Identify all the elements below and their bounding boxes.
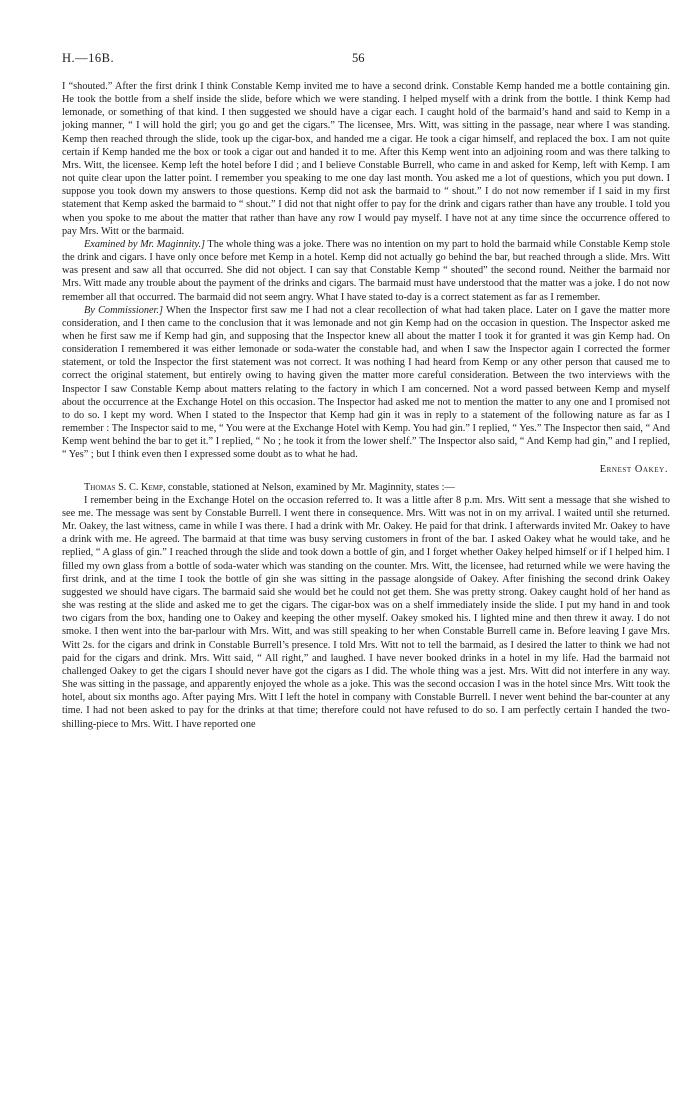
paragraph-oakey-testimony: I “shouted.” After the first drink I think Constable Kemp invited me to have a second drink. Constable Kemp handed me a bottle containing gin. He took the bottle from a shelf inside the slide, before which we were standing. I helped myself with a drink from the bottle. I think Kemp had lemonade, or something of that kind. I then suggested we should have a cigar each. I caught hold of the barmaid’s hand and said to Kemp in a joking manner, “ I will hold the girl; you go and get the cigars.” The licensee, Mrs. Witt, was sitting in the passage, near where I was standing. Kemp then reached through the slide, took up the cigar-box, and handed me a cigar. He took a cigar himself, and replaced the box. I am not quite certain if Kemp handed me the box or took a cigar out and handed it to me. After this Kemp went into an adjoining room and was there talking to Mrs. Witt, the licensee. Kemp left the hotel before I did ; and I believe Constable Burrell, who came in and asked for Kemp, left with Kemp. I am not quite clear upon the latter point. I remember you speaking to me one day last month. You asked me a lot of questions, which you put down. I suppose you took down my answers to those questions. Kemp did not ask the barmaid to “ shout.” I do not now remember if I said in my first statement that Kemp asked the barmaid to “ shout.” I did not that night offer to pay for the drink and cigars rather than have any trouble. I told you when you spoke to me about the matter that rather than have any row I would pay myself. I have not at any time since the occurrence offered to pay Mrs. Witt or the barmaid. — [62, 81, 670, 237]
paragraph-examined-maginnity — [62, 238, 670, 304]
paragraph-text: When the Inspector first saw me I had not a clear recollection of what had taken place. Later on I gave the matter more consideration, and I then came to the conclusion that it was lemonade and not gin Kemp had on the occasion in question. The Inspector asked me when he first saw me if Kemp had gin, and supposing that the Inspector knew all about the matter I took it for granted it was gin Kemp had. On consideration I remembered it was either lemonade or soda-water the constable had, and when I saw the Inspector again I corrected the former statement, or told the Inspector the first statement was not correct. It was nothing I had heard from Kemp or any other person that caused me to correct the original statement, but entirely owing to having given the matter more careful consideration. Between the two interviews with the Inspector I saw Constable Kemp about matters relating to the factory in which I am concerned. Not a word passed between Kemp and myself about the occurrence at the Exchange Hotel on this occasion. The Inspector had asked me not to mention the matter to any one and I promised not to do so. I kept my word. When I stated to the Inspector that Kemp had gin it was in reply to a statement of the following nature as far as I remember : The Inspector said to me, “ You were at the Exchange Hotel with Kemp. You had gin.” I replied, “ Yes.” The Inspector then said, “ And Kemp went behind the bar to get it.” I replied, “ No ; he took it from the lower shelf.” The Inspector also said, “ And Kemp had gin,” and I replied, “ Yes” ; but I think even then I expressed some doubt as to what he had. — [62, 304, 670, 461]
page-number: 56 — [352, 51, 365, 65]
witness-heading — [62, 481, 670, 494]
examiner-lead: By Commissioner.] — [84, 304, 164, 316]
examiner-lead: Examined by Mr. Maginnity.] — [84, 238, 206, 250]
page-body — [62, 80, 670, 731]
page-header — [62, 52, 670, 68]
witness-name: Thomas S. C. Kemp, — [84, 481, 166, 493]
paragraph-kemp-testimony: I remember being in the Exchange Hotel on the occasion referred to. It was a little after 8 p.m. Mrs. Witt sent a message that she wished to see me. The message was sent by Constable Burrell. I went there in consequence. Mrs. Witt was not in on my arrival. I waited until she returned. Mr. Oakey, the last witness, came in while I was there. I had a drink with Mr. Oakey. He paid for that drink. I afterwards invited Mr. Oakey to have a drink with me. He agreed. The barmaid at that time was busy serving customers in front of the bar. I asked Oakey what he would take, and he replied, “ A glass of gin.” I reached through the slide and took down a bottle of gin, and I forget whether Oakey helped himself or if I helped him. I filled my own glass from a bottle of soda-water which was standing on the counter. Mrs. Witt, the licensee, had returned while we were having the first drink, and at the time I took the bottle of gin she was sitting in the passage alongside of Oakey. After finishing the second drink Oakey suggested we should have cigars. The barmaid said she would bet he could not get them. She was pretty strong. Oakey caught hold of her hand as she was resting at the slide and asked me to get the cigars. The cigar-box was on a shelf immediately inside the slide. I put my hand in and took two cigars from the box, handing one to Oakey and keeping the other myself. Oakey smoked his. I lighted mine and then threw it away. I do not smoke. I then went into the bar-parlour with Mrs. Witt, and was still speaking to her when Constable Burrell came in. Before leaving I gave Mrs. Witt 2s. for the cigars and drink in Constable Burrell’s presence. I told Mrs. Witt not to tell the barmaid, as I desired the latter to think we had not paid for the cigars and drink. Mrs. Witt said, “ All right,” and laughed. I have never booked drinks in a hotel in my life. Had the barmaid not challenged Oakey to get the cigars I should never have got the cigars as I did. The whole thing was a jest. Mrs. Witt did not interfere in any way. She was sitting in the passage, and apparently enjoyed the whole as a joke. This was the second occasion I was in the hotel since Mrs. Witt took the hotel, about six months ago. After paying Mrs. Witt I left the hotel in company with Constable Burrell. I never went behind the bar-counter at any time. I had not been asked to pay for the drinks at that time; therefore could not have refused to do so. I am perfectly certain I handed the two-shilling-piece to Mrs. Witt. I have reported one — [62, 494, 670, 730]
document-reference: H.—16B. — [62, 51, 115, 65]
paragraph-text: The whole thing was a joke. There was no intention on my part to hold the barmaid while Constable Kemp stole the drink and cigars. I have only once before met Kemp in a hotel. Kemp did not actually go behind the bar, but reached through a slide. Mrs. Witt was present and saw all that occurred. She did not object. I can say that Constable Kemp “ shouted” the second round. Neither the barmaid nor Mrs. Witt made any trouble about the payment of the drinks and cigars. The barmaid must have understood that the matter was a joke. I do not now remember all that occurred. The barmaid did not seem angry. What I have stated to-day is a correct statement as far as I remember. — [62, 238, 671, 303]
witness-signature: Ernest Oakey. — [599, 463, 668, 475]
witness-intro: constable, stationed at Nelson, examined by Mr. Maginnity, states :— — [165, 481, 455, 493]
paragraph-by-commissioner — [62, 304, 670, 462]
